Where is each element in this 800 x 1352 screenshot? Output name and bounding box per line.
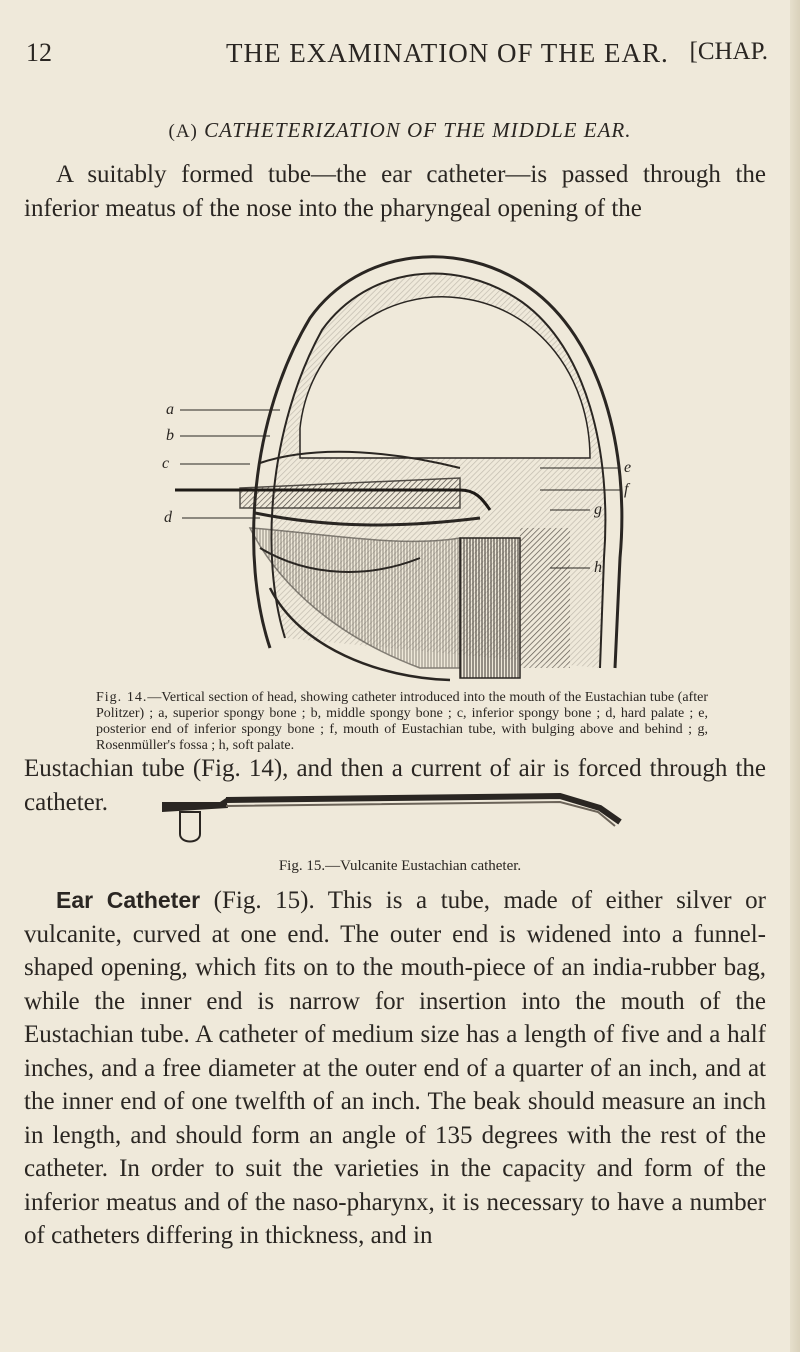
figure-14-caption-label: Fig. 14. [96,690,148,705]
figure-label-d: d [164,509,172,526]
figure-15-catheter [160,792,640,854]
figure-14-caption-text: —Vertical section of head, showing catheter introduced into the mouth of the Eustachian tube (after Politzer) ; a, superior spongy bone ; b, middle spongy bone ; c, inferior spongy bone ; d, hard palate ; e, posterior end of inferior spongy bone ; f, mouth of Eustachian tube, with bulging above and behind ; g, Rosenmüller's fossa ; h, soft palate. [96,690,708,753]
figure-label-g: g [594,501,602,518]
paragraph-ear-catheter-text: (Fig. 15). This is a tube, made of either silver or vulcanite, curved at one end. The outer end is widened into a funnel-shaped opening, which fits on to the mouth-piece of an india-rubber bag, while the inner end is narrow for insertion into the mouth of the Eustachian tube. A catheter of medium size has a length of five and a half inches, and a free diameter at the outer end of a quarter of an inch, and at the inner end of one twelfth of an inch. The beak should measure an inch in length, and should form an angle of 135 degrees with the rest of the catheter. In order to suit the varieties in the capacity and form of the inferior meatus and of the naso-pharynx, it is necessary to have a number of catheters differing in thickness, and in [24,887,767,1249]
figure-14-caption [96,690,708,754]
run-in-heading: Ear Catheter [56,887,201,913]
figure-label-e: e [624,459,632,476]
figure-14-head-section [160,228,640,684]
paragraph-continuation: Eustachian tube (Fig. 14), and then a current of air is forced through the catheter. [24,755,766,816]
figure-label-c: c [162,455,170,472]
running-title: THE EXAMINATION OF THE EAR. [226,38,669,68]
figure-label-f: f [624,481,629,498]
chapter-marker: [CHAP. [689,38,768,65]
section-title [0,118,800,143]
figure-15-caption: Fig. 15.—Vulcanite Eustachian catheter. [278,858,522,874]
figure-label-a: a [166,401,174,418]
figure-label-b: b [166,427,174,444]
section-heading: CATHETERIZATION OF THE MIDDLE EAR. [204,118,632,142]
figure-label-h: h [594,559,602,576]
paragraph-intro: A suitably formed tube—the ear catheter—is passed through the inferior meatus of the nose into the pharyngeal opening of the [24,161,766,222]
section-letter: (A) [168,121,198,142]
page-edge [790,0,800,1352]
page-number: 12 [26,38,52,67]
paragraph-ear-catheter [24,884,766,1253]
page-header [26,38,768,78]
